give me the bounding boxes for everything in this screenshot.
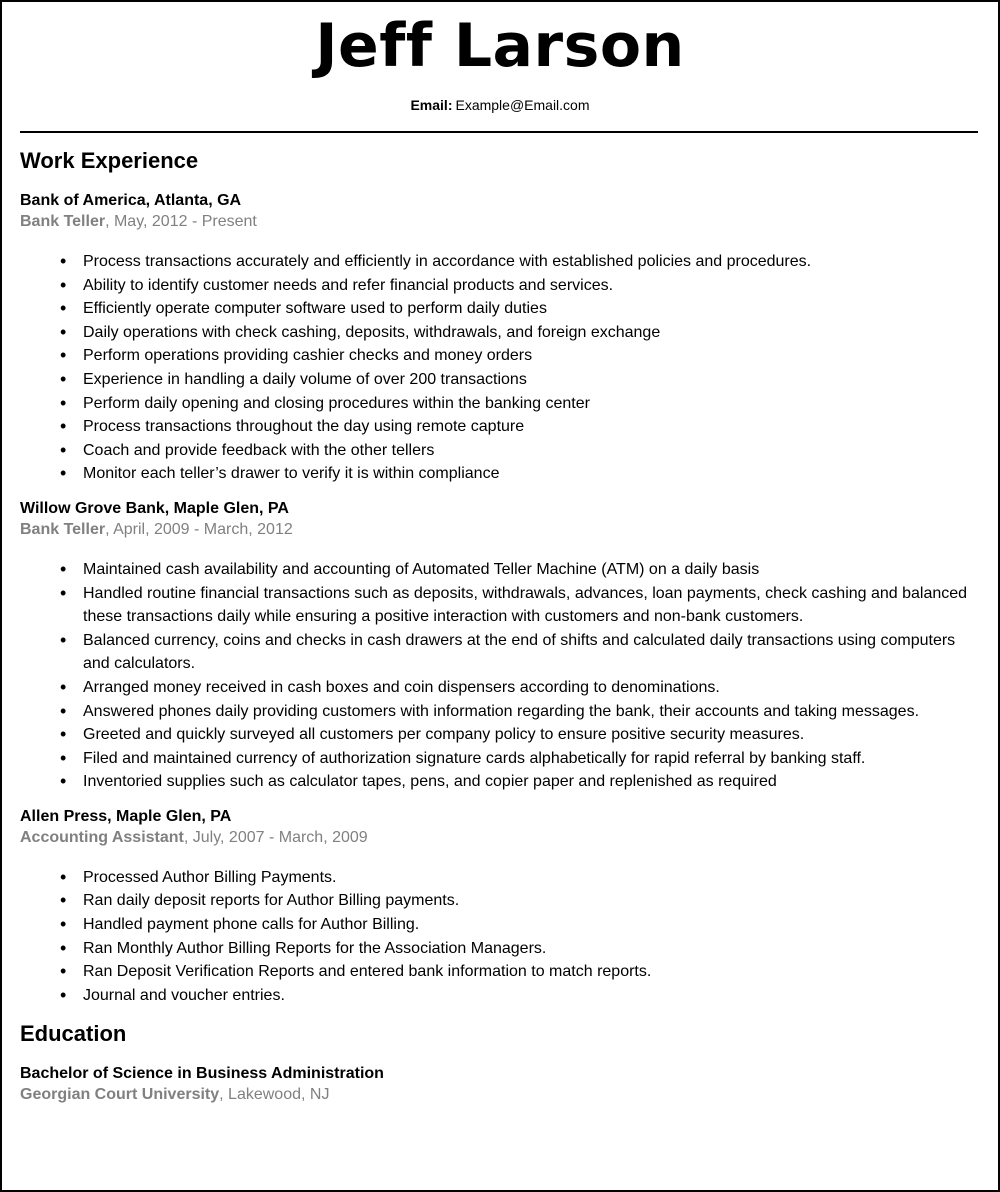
duty-item: • Journal and voucher entries. (20, 984, 978, 1008)
employer: Allen Press, Maple Glen, PA (20, 807, 232, 825)
candidate-name: Jeff Larson (315, 11, 685, 81)
job-dates: , April, 2009 - March, 2012 (105, 520, 293, 538)
job-entry (20, 806, 978, 1008)
employer: Bank of America, Atlanta, GA (20, 192, 242, 209)
job-role (20, 827, 978, 848)
duty-item: • Perform daily opening and closing procedures within the banking center (20, 392, 978, 416)
header-divider (20, 131, 978, 133)
job-dates: , July, 2007 - March, 2009 (183, 828, 368, 846)
contact-email (2, 96, 998, 114)
job-entry (20, 498, 978, 794)
duty-item: • Perform operations providing cashier checks and money orders (20, 344, 978, 368)
job-role (20, 519, 978, 540)
duty-item: • Experience in handling a daily volume of over 200 transactions (20, 368, 978, 392)
job-entry (20, 190, 978, 486)
duty-item: • Handled payment phone calls for Author Billing. (20, 913, 978, 937)
duty-item: • Monitor each teller’s drawer to verify it is within compliance (20, 462, 978, 486)
job-duties (20, 558, 978, 794)
duty-item: • Efficiently operate computer software used to perform daily duties (20, 297, 978, 321)
job-title: Bank Teller (20, 213, 106, 230)
duty-item: • Ran daily deposit reports for Author Billing payments. (20, 889, 978, 913)
job-title: Accounting Assistant (20, 828, 184, 846)
duty-item: • Coach and provide feedback with the other tellers (20, 439, 978, 463)
school-name: Georgian Court University (20, 1086, 220, 1104)
job-role (20, 211, 978, 232)
school (20, 1084, 978, 1105)
duty-item: • Process transactions throughout the day using remote capture (20, 415, 978, 439)
degree: Bachelor of Science in Business Administration (20, 1065, 384, 1083)
duty-item: • Processed Author Billing Payments. (20, 866, 978, 890)
job-dates: , May, 2012 - Present (105, 213, 257, 230)
employer: Willow Grove Bank, Maple Glen, PA (20, 499, 289, 517)
job-title: Bank Teller (20, 520, 106, 538)
education-heading: Education (20, 1021, 127, 1047)
duty-item: • Process transactions accurately and efficiently in accordance with established policies and procedures. (20, 250, 978, 274)
email-value: Example@Email.com (455, 97, 590, 113)
duty-item: • Maintained cash availability and accounting of Automated Teller Machine (ATM) on a daily basis (20, 558, 978, 582)
duty-item: • Handled routine financial transactions such as deposits, withdrawals, advances, loan payments, check cashing and balanced these transactions daily while ensuring a positive interaction with customers and non-bank customers. (20, 582, 978, 629)
duty-item: • Arranged money received in cash boxes and coin dispensers according to denominations. (20, 676, 978, 700)
school-location: , Lakewood, NJ (219, 1086, 330, 1104)
email-label: Email: (410, 97, 453, 113)
duty-item: • Inventoried supplies such as calculator tapes, pens, and copier paper and replenished as required (20, 770, 978, 794)
duty-item: • Answered phones daily providing customers with information regarding the bank, their accounts and taking messages. (20, 700, 978, 724)
duty-item: • Ability to identify customer needs and refer financial products and services. (20, 274, 978, 298)
duty-item: • Daily operations with check cashing, deposits, withdrawals, and foreign exchange (20, 321, 978, 345)
duty-item: • Greeted and quickly surveyed all customers per company policy to ensure positive security measures. (20, 723, 978, 747)
duty-item: • Balanced currency, coins and checks in cash drawers at the end of shifts and calculated daily transactions using computers and calculators. (20, 629, 978, 676)
work-experience-heading: Work Experience (20, 148, 199, 173)
duty-item: • Ran Monthly Author Billing Reports for the Association Managers. (20, 937, 978, 961)
job-duties (20, 250, 978, 486)
job-duties (20, 866, 978, 1008)
duty-item: • Ran Deposit Verification Reports and entered bank information to match reports. (20, 960, 978, 984)
duty-item: • Filed and maintained currency of authorization signature cards alphabetically for rapid referral by banking staff. (20, 747, 978, 771)
resume-body (20, 146, 978, 1105)
